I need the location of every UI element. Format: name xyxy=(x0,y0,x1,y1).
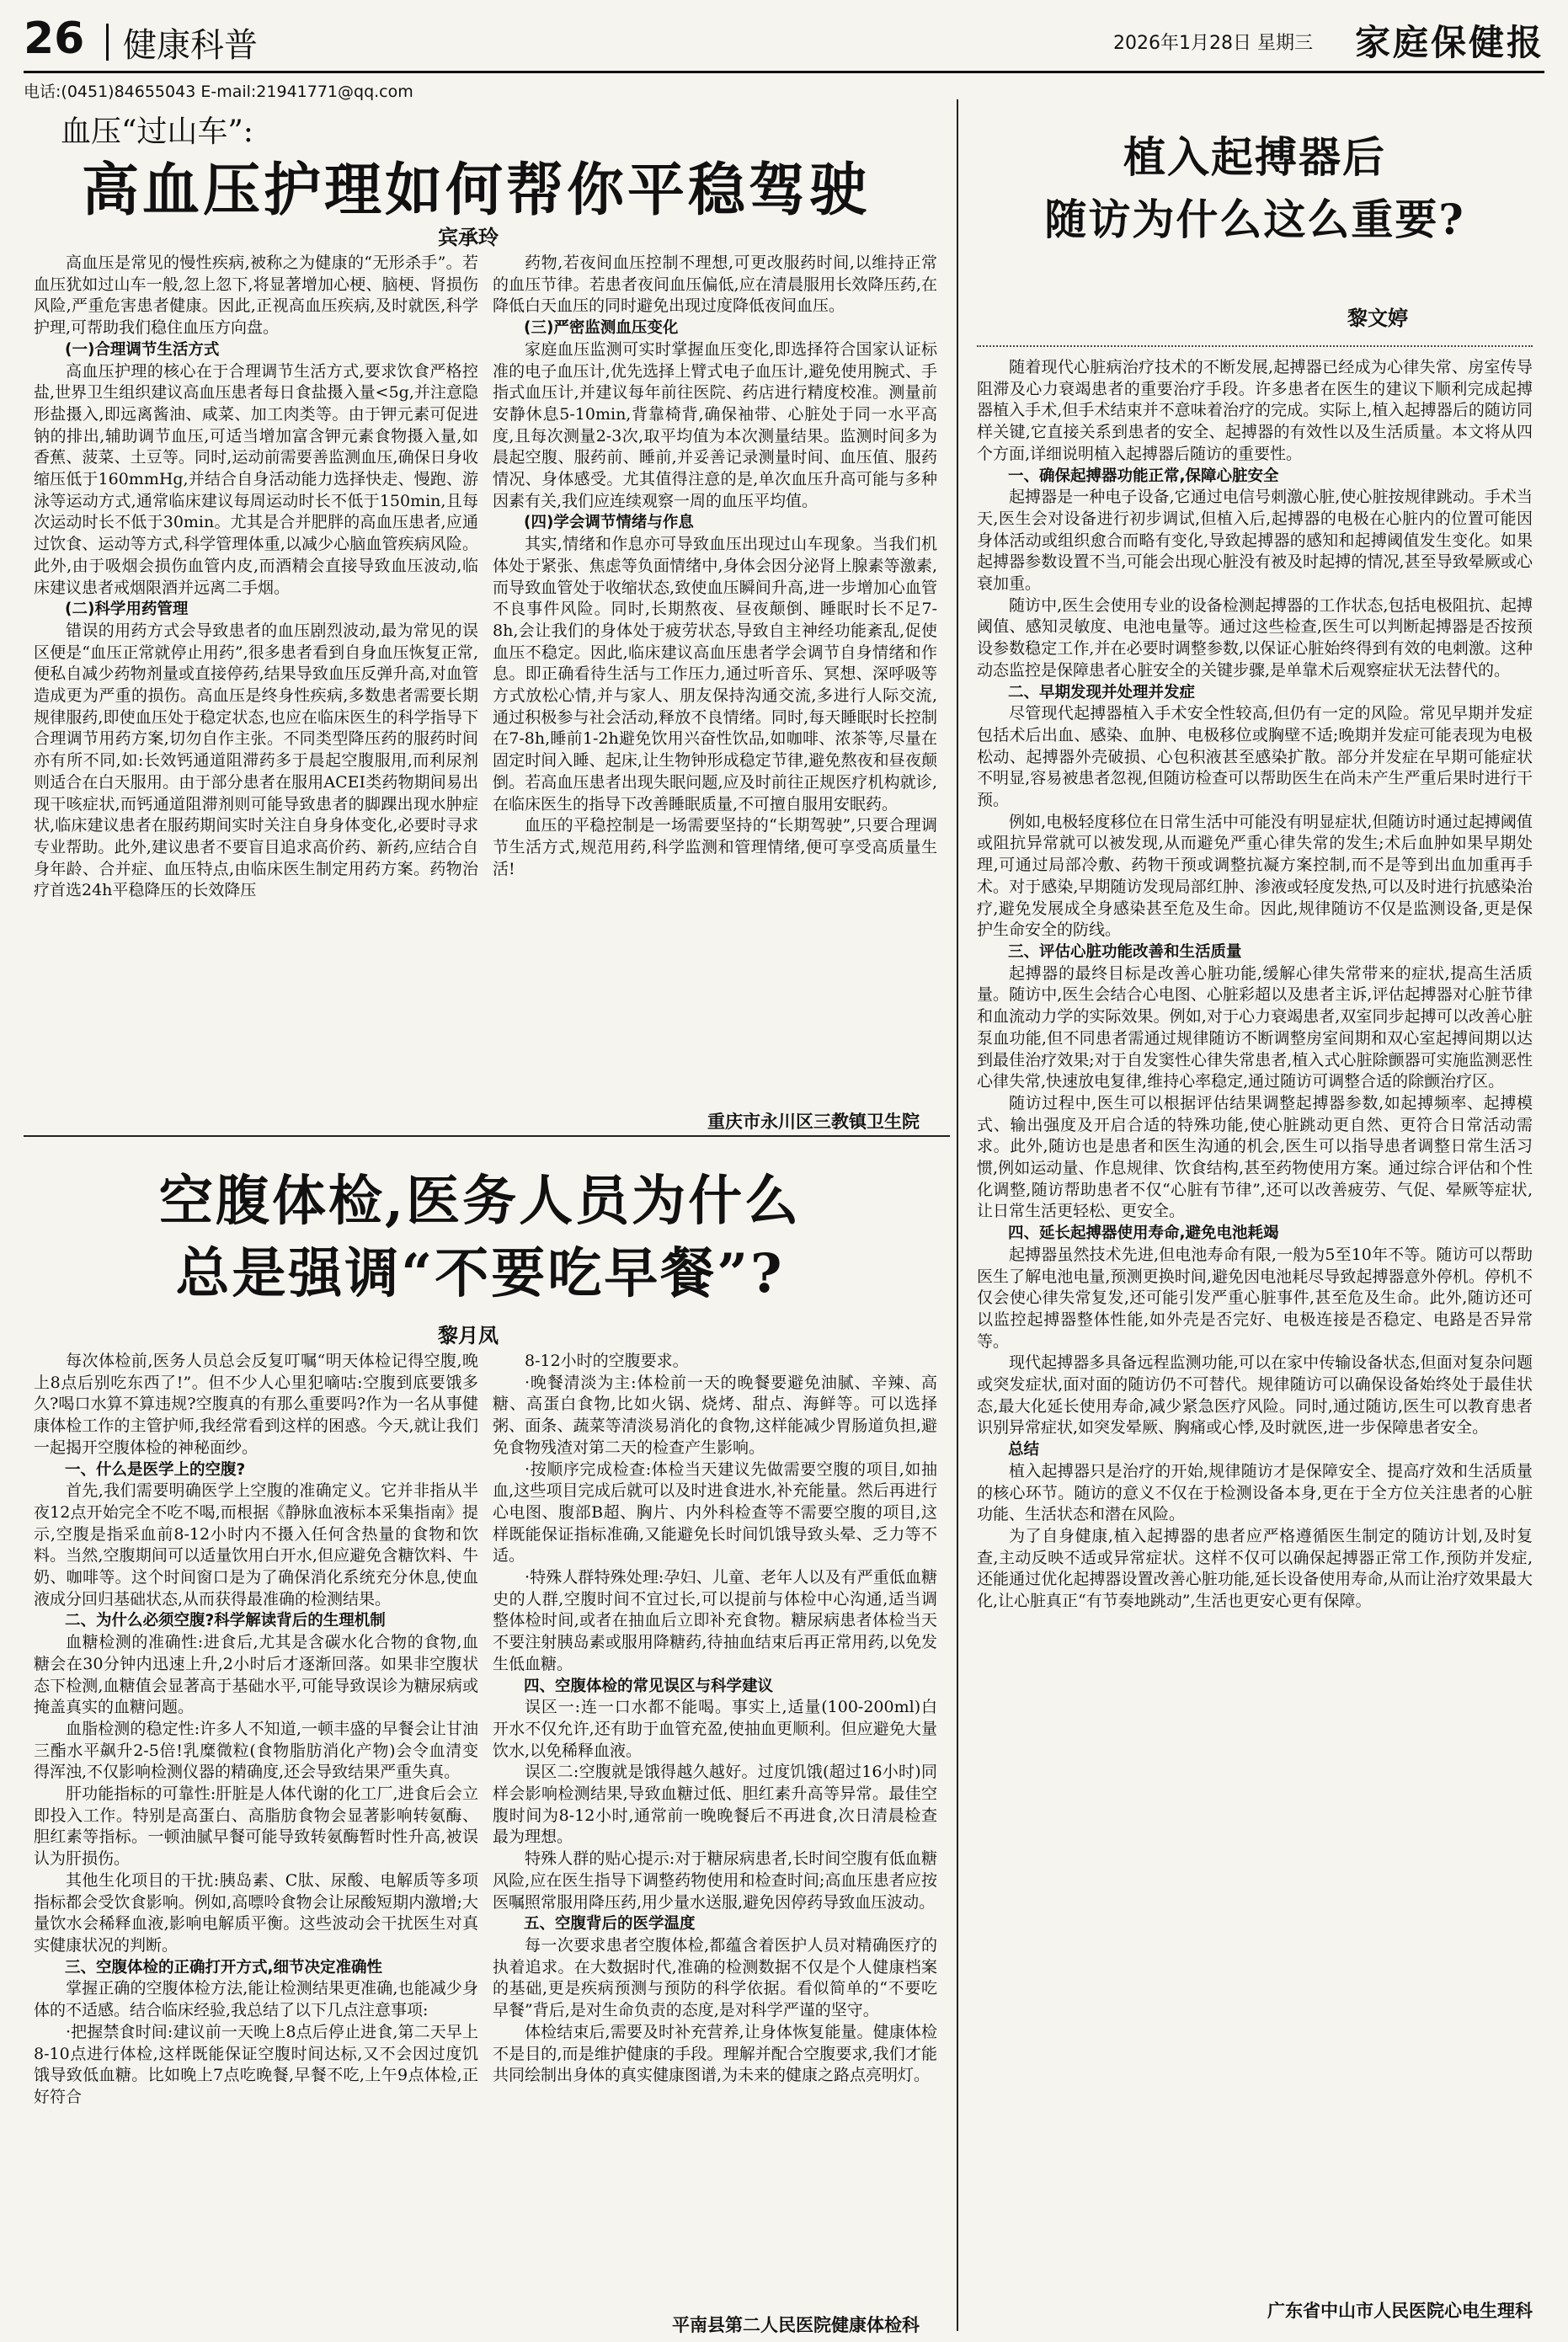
paragraph: 特殊人群的贴心提示:对于糖尿病患者,长时间空腹有低血糖风险,应在医生指导下调整药物使用和检查时间;高血压患者应按医嘱照常服用降压药,用少量水送服,避免因停药导致血压波动。 xyxy=(493,1849,937,1912)
masthead-separator xyxy=(106,24,109,61)
article3-title xyxy=(968,126,1541,251)
article3-rule xyxy=(977,345,1533,347)
paragraph: 8-12小时的空腹要求。 xyxy=(525,1352,689,1370)
article1-signature: 重庆市永川区三教镇卫生院 xyxy=(707,1112,920,1132)
paragraph: 起搏器的最终目标是改善心脏功能,缓解心律失常带来的症状,提高生活质量。随访中,医生会结合心电图、心脏彩超以及患者主诉,评估起搏器对心脏节律和血流动力学的实际效果。例如,对于心力衰竭患者,双室同步起搏可以改善心脏泵血功能,但不同患者需通过规律随访不断调整房室间期和双心室起搏间期以达到最佳治疗效果;对于自发窦性心律失常患者,植入式心脏除颤器可实施监测恶性心律失常,快速放电复律,维持心率稳定,通过随访可调整合适的除颤治疗区。 xyxy=(977,963,1533,1091)
article-divider xyxy=(24,1135,950,1137)
paragraph: ·晚餐清淡为主:体检前一天的晚餐要避免油腻、辛辣、高糖、高蛋白食物,比如火锅、烧烤、甜点、海鲜等。可以选择粥、面条、蔬菜等清淡易消化的食物,这样能减少胃肠道负担,避免食物残渣对第二天的检查产生影响。 xyxy=(493,1373,937,1457)
paragraph: 随访中,医生会使用专业的设备检测起搏器的工作状态,包括电极阻抗、起搏阈值、感知灵敏度、电池电量等。通过这些检查,医生可以判断起搏器是否按预设参数稳定工作,并在必要时调整参数,以保证心脏始终得到有效的电刺激。这种动态监控是保障患者心脏安全的关键步骤,是单靠术后观察症状无法替代的。 xyxy=(977,595,1533,680)
issue-date: 2026年1月28日 星期三 xyxy=(1113,33,1313,54)
article1-kicker: 血压“过山车”: xyxy=(61,115,253,149)
paragraph: 其他生化项目的干扰:胰岛素、C肽、尿酸、电解质等多项指标都会受饮食影响。例如,高嘌呤食物会让尿酸短期内激增;大量饮水会稀释血液,影响电解质平衡。这些波动会干扰医生对真实健康状况的判断。 xyxy=(34,1870,478,1955)
masthead-rule xyxy=(24,71,1544,73)
article1-col1 xyxy=(34,253,478,1086)
paragraph: 错误的用药方式会导致患者的血压剧烈波动,最为常见的误区便是“血压正常就停止用药”,很多患者看到自身血压恢复正常,便私自减少药物剂量或直接停药,结果导致血压反弹升高,对血管造成更为严重的损伤。高血压是终身性疾病,多数患者需要长期规律服药,即使血压处于稳定状态,也应在临床医生的科学指导下合理调节用药方案,切勿自作主张。不同类型降压药的服药时间亦有所不同,如:长效钙通道阻滞药多于晨起空腹服用,而利尿剂则适合在白天服用。由于部分患者在服用ACEI类药物期间易出现干咳症状,而钙通道阻滞剂则可能导致患者的脚踝出现水肿症状,临床建议患者在服药期间实时关注自身身体变化,必要时寻求专业帮助。此外,建议患者不要盲目追求高价药、新药,应结合自身年龄、合并症、血压特点,由临床医生制定用药方案。药物治疗首选24h平稳降压的长效降压 xyxy=(34,621,478,900)
paragraph: 其实,情绪和作息亦可导致血压出现过山车现象。当我们机体处于紧张、焦虑等负面情绪中,身体会因分泌肾上腺素等激素,而导致血管处于收缩状态,致使血压瞬间升高,进一步增加心血管不良事件风险。同时,长期熬夜、昼夜颠倒、睡眠时长不足7-8h,会让我们的身体处于疲劳状态,导致自主神经功能紊乱,促使血压不稳定。因此,临床建议高血压患者学会调节自身情绪和作息。即正确看待生活与工作压力,通过听音乐、冥想、深呼吸等方式放松心情,并与家人、朋友保持沟通交流,多进行人际交流,通过积极参与社会活动,释放不良情绪。同时,每天睡眠时长控制在7-8h,睡前1-2h避免饮用兴奋性饮品,如咖啡、浓茶等,尽量在固定时间入睡、起床,让生物钟形成稳定节律,避免熬夜和昼夜颠倒。若高血压患者出现失眠问题,应及时前往正规医疗机构就诊,在临床医生的指导下改善睡眠质量,不可擅自服用安眠药。 xyxy=(493,535,937,814)
paragraph: 现代起搏器多具备远程监测功能,可以在家中传输设备状态,但面对复杂问题或突发症状,面对面的随访仍不可替代。规律随访可以确保设备始终处于最佳状态,最大化延长使用寿命,减少紧急医疗风险。同时,通过随访,医生可以教育患者识别异常症状,如突发晕厥、胸痛或心悸,及时就医,进一步保障患者安全。 xyxy=(977,1353,1533,1438)
subheading: (三)严密监测血压变化 xyxy=(524,319,679,338)
subheading: (二)科学用药管理 xyxy=(65,600,189,619)
paragraph: 肝功能指标的可靠性:肝脏是人体代谢的化工厂,进食后会立即投入工作。特别是高蛋白、高脂肪食物会显著影响转氨酶、胆红素等指标。一顿油腻早餐可能导致转氨酶暂时性升高,被误认为肝损伤。 xyxy=(34,1785,478,1869)
paragraph: 家庭血压监测可实时掌握血压变化,即选择符合国家认证标准的电子血压计,优先选择上臂式电子血压计,避免使用腕式、手指式血压计,并建议每年前往医院、药店进行精度校准。测量前安静休息5-10min,背靠椅背,确保袖带、心脏处于同一水平高度,且每次测量2-3次,取平均值为本次测量结果。监测时间多为晨起空腹、服药前、睡前,并妥善记录测量时间、血压值、服药情况、身体感受。尤其值得注意的是,单次血压升高可能与多种因素有关,我们应连续观察一周的血压平均值。 xyxy=(493,339,937,510)
article3-title-line2: 随访为什么这么重要? xyxy=(1044,195,1465,244)
paragraph: 起搏器虽然技术先进,但电池寿命有限,一般为5至10年不等。随访可以帮助医生了解电池电量,预测更换时间,避免因电池耗尽导致起搏器意外停机。停机不仅会使心律失常复发,还可能引发严重心脏事件,甚至危及生命。此外,随访还可以监控起搏器整体性能,如外壳是否完好、电极连接是否稳定、电路是否异常等。 xyxy=(977,1245,1533,1351)
paragraph: ·把握禁食时间:建议前一天晚上8点后停止进食,第二天早上8-10点进行体检,这样既能保证空腹时间达标,又不会因过度饥饿导致低血糖。比如晚上7点吃晚餐,早餐不吃,上午9点体检,正好符合 xyxy=(34,2022,478,2106)
paragraph: 为了自身健康,植入起搏器的患者应严格遵循医生制定的随访计划,及时复查,主动反映不适或异常症状。这样不仅可以确保起搏器正常工作,预防并发症,还能通过优化起搏器设置改善心脏功能,延长设备使用寿命,从而让治疗效果最大化,让心脏真正“有节奏地跳动”,生活也更安心更有保障。 xyxy=(977,1526,1533,1611)
article3-body xyxy=(977,357,1533,2277)
article2-signature: 平南县第二人民医院健康体检科 xyxy=(672,2315,920,2335)
subheading: 四、空腹体检的常见误区与科学建议 xyxy=(524,1677,774,1695)
paragraph: 掌握正确的空腹体检方法,能让检测结果更准确,也能减少身体的不适感。结合临床经验,我总结了以下几点注意事项: xyxy=(34,1979,478,2020)
paragraph: 随着现代心脏病治疗技术的不断发展,起搏器已经成为心律失常、房室传导阻滞及心力衰竭患者的重要治疗手段。许多患者在医生的建议下顺利完成起搏器植入手术,但手术结束并不意味着治疗的完成。实际上,植入起搏器后的随访同样关键,它直接关系到患者的安全、起搏器的有效性以及生活质量。本文将从四个方面,详细说明植入起搏器后随访的重要性。 xyxy=(977,358,1533,463)
paragraph: 例如,电极轻度移位在日常生活中可能没有明显症状,但随访时通过起搏阈值或阻抗异常就可以被发现,从而避免严重心律失常的发生;术后血肿如果早期处理,可通过局部冷敷、药物干预或调整抗凝方案控制,而不是等到出血加重再手术。对于感染,早期随访发现局部红肿、渗液或轻度发热,可以及时进行抗感染治疗,避免发展成全身感染甚至危及生命。因此,规律随访不仅是监测设备,更是保护生命安全的防线。 xyxy=(977,812,1533,940)
column-divider xyxy=(957,99,958,2331)
paragraph: 高血压护理的核心在于合理调节生活方式,要求饮食严格控盐,世界卫生组织建议高血压患者每日食盐摄入量<5g,并注意隐形盐摄入,即远离酱油、咸菜、加工肉类等。由于钾元素可促进钠的排出,辅助调节血压,可适当增加富含钾元素食物摄入量,如香蕉、菠菜、土豆等。同时,运动前需要善监测血压,确保日身收缩压低于160mmHg,并结合自身活动能力选择快走、慢跑、游泳等运动方式,通常临床建议每周运动时长不低于150min,且每次运动时长不低于30min。尤其是合并肥胖的高血压患者,应通过饮食、运动等方式,科学管理体重,以减少心脑血管疾病风险。此外,由于吸烟会损伤血管内皮,而酒精会直接导致血压波动,临床建议患者戒烟限酒并远离二手烟。 xyxy=(34,361,478,597)
paragraph: 随访过程中,医生可以根据评估结果调整起搏器参数,如起搏频率、起搏模式、输出强度及开启合适的特殊功能,使心脏跳动更自然、更符合日常活动需求。此外,随访也是患者和医生沟通的机会,医生可以指导患者调整日常生活习惯,例如运动量、作息规律、饮食结构,甚至药物使用方案。通过综合评估和个性化调整,随访帮助患者不仅“心脏有节律”,还可以改善疲劳、气促、晕厥等症状,让日常生活更轻松、更安全。 xyxy=(977,1093,1533,1221)
subheading: 四、延长起搏器使用寿命,避免电池耗竭 xyxy=(1008,1224,1279,1243)
article1-author: 宾承玲 xyxy=(438,225,499,249)
subheading: 五、空腹背后的医学温度 xyxy=(524,1915,696,1934)
masthead xyxy=(24,15,1544,67)
subheading: 三、评估心脏功能改善和生活质量 xyxy=(1008,942,1242,961)
newspaper-name: 家庭保健报 xyxy=(1354,22,1544,63)
paragraph: 每一次要求患者空腹体检,都蕴含着医护人员对精确医疗的执着追求。在大数据时代,准确的检测数据不仅是个人健康档案的基础,更是疾病预测与预防的科学依据。看似简单的“不要吃早餐”背后,是对生命负责的态度,是对科学严谨的坚守。 xyxy=(493,1935,937,2020)
paragraph: 首先,我们需要明确医学上空腹的准确定义。它并非指从半夜12点开始完全不吃不喝,而根据《静脉血液标本采集指南》提示,空腹是指采血前8-12小时内不摄入任何含热量的食物和饮料。当然,空腹期间可以适量饮用白开水,但应避免含糖饮料、牛奶、咖啡等。这个时间窗口是为了确保消化系统充分休息,使血液成分回归基础状态,从而获得最准确的检测结果。 xyxy=(34,1481,478,1608)
page-number: 26 xyxy=(24,13,85,64)
paragraph: ·按顺序完成检查:体检当天建议先做需要空腹的项目,如抽血,这些项目完成后就可以及时进食进水,补充能量。然后再进行心电图、腹部B超、胸片、内外科检查等不需要空腹的项目,这样既能保证指标准确,又能避免长时间饥饿导致头晕、乏力等不适。 xyxy=(493,1459,937,1566)
article3-title-line1: 植入起搏器后 xyxy=(1123,132,1386,182)
contact-line: 电话:(0451)84655043 E-mail:21941771@qq.com xyxy=(24,83,413,101)
paragraph: 误区二:空腹就是饿得越久越好。过度饥饿(超过16小时)同样会影响检测结果,导致血糖过低、胆红素升高等异常。最佳空腹时间为8-12小时,通常前一晚晚餐后不再进食,次日清晨检查最为理想。 xyxy=(493,1763,937,1847)
subheading: 一、确保起搏器功能正常,保障心脏安全 xyxy=(1008,467,1279,485)
paragraph: 血脂检测的稳定性:许多人不知道,一顿丰盛的早餐会让甘油三酯水平飙升2-5倍!乳糜微粒(食物脂肪消化产物)会令血清变得浑浊,不仅影响检测仪器的精确度,还会导致结果严重失真。 xyxy=(34,1719,478,1782)
section-title: 健康科普 xyxy=(123,26,258,65)
subheading: (四)学会调节情绪与作息 xyxy=(524,514,694,532)
paragraph: 尽管现代起搏器植入手术安全性较高,但仍有一定的风险。常见早期并发症包括术后出血、感染、血肿、电极移位或胸壁不适;晚期并发症可能表现为电极松动、起搏器外壳破损、心包积液甚至感染扩散。部分并发症在早期可能症状不明显,容易被患者忽视,但随访检查可以帮助医生在尚未产生严重后果时进行干预。 xyxy=(977,704,1533,810)
article1-title: 高血压护理如何帮你平稳驾驶 xyxy=(81,157,870,224)
article3-author: 黎文婷 xyxy=(1347,306,1408,330)
subheading: 二、为什么必须空腹?科学解读背后的生理机制 xyxy=(65,1612,386,1630)
paragraph: ·特殊人群特殊处理:孕妇、儿童、老年人以及有严重低血糖史的人群,空腹时间不宜过长,可以提前与体检中心沟通,适当调整体检时间,或者在抽血后立即补充食物。糖尿病患者体检当天不要注射胰岛素或服用降糖药,待抽血结束后再正常用药,以免发生低血糖。 xyxy=(493,1568,937,1673)
subheading: 三、空腹体检的正确打开方式,细节决定准确性 xyxy=(65,1958,383,1977)
subheading: 一、什么是医学上的空腹? xyxy=(65,1460,246,1479)
paragraph: 起搏器是一种电子设备,它通过电信号刺激心脏,使心脏按规律跳动。手术当天,医生会对设备进行初步调试,但植入后,起搏器的电极在心脏内的位置可能因身体活动或组织愈合而略有变化,导致起搏器的感知和起搏阈值发生变化。如果起搏器参数设置不当,可能会出现心脏没有被及时起搏的情况,甚至导致晕厥或心衰加重。 xyxy=(977,488,1533,594)
paragraph: 高血压是常见的慢性疾病,被称之为健康的“无形杀手”。若血压犹如过山车一般,忽上忽下,将显著增加心梗、脑梗、肾损伤风险,严重危害患者健康。因此,正视高血压疾病,及时就医,科学护理,可帮助我们稳住血压方向盘。 xyxy=(34,253,478,338)
article3-signature: 广东省中山市人民医院心电生理科 xyxy=(1267,2301,1533,2321)
paragraph: 误区一:连一口水都不能喝。事实上,适量(100-200ml)白开水不仅允许,还有助于血管充盈,使抽血更顺利。但应避免大量饮水,以免稀释血液。 xyxy=(493,1698,937,1760)
article2-title-line1: 空腹体检,医务人员为什么 xyxy=(158,1170,802,1233)
article2-col2 xyxy=(493,1351,937,2302)
subheading: 二、早期发现并处理并发症 xyxy=(1008,683,1196,702)
paragraph: 每次体检前,医务人员总会反复叮嘱“明天体检记得空腹,晚上8点后别吃东西了!”。但不少人心里犯嘀咕:空腹到底要饿多久?喝口水算不算违规?空腹真的有那么重要吗?作为一名从事健康体检工作的主管护师,我经常看到这样的困惑。今天,就让我们一起揭开空腹体检的神秘面纱。 xyxy=(34,1352,478,1457)
article2-col1 xyxy=(34,1351,478,2302)
article2-author: 黎月凤 xyxy=(438,1323,499,1347)
paragraph: 药物,若夜间血压控制不理想,可更改服药时间,以维持正常的血压节律。若患者夜间血压偏低,应在清晨服用长效降压药,在降低白天血压的同时避免出现过度降低夜间血压。 xyxy=(493,253,937,316)
subheading: (一)合理调节生活方式 xyxy=(65,340,220,359)
article1-col2 xyxy=(493,253,937,1086)
paragraph: 体检结束后,需要及时补充营养,让身体恢复能量。健康体检不是目的,而是维护健康的手段。理解并配合空腹要求,我们才能共同绘制出身体的真实健康图谱,为未来的健康之路点亮明灯。 xyxy=(493,2022,937,2085)
article2-title-line2: 总是强调“不要吃早餐”? xyxy=(175,1242,785,1305)
paragraph: 植入起搏器只是治疗的开始,规律随访才是保障安全、提高疗效和生活质量的核心环节。随访的意义不仅在于检测设备本身,更在于全方位关注患者的心脏功能、生活状态和潜在风险。 xyxy=(977,1461,1533,1524)
paragraph: 血压的平稳控制是一场需要坚持的“长期驾驶”,只要合理调节生活方式,规范用药,科学监测和管理情绪,便可享受高质量生活! xyxy=(493,816,937,878)
subheading: 总结 xyxy=(1008,1441,1040,1459)
paragraph: 血糖检测的准确性:进食后,尤其是含碳水化合物的食物,血糖会在30分钟内迅速上升,2小时后才逐渐回落。如果非空腹状态下检测,血糖值会显著高于基础水平,可能导致误诊为糖尿病或掩盖真实的血糖问题。 xyxy=(34,1633,478,1717)
article2-title xyxy=(34,1166,926,1310)
